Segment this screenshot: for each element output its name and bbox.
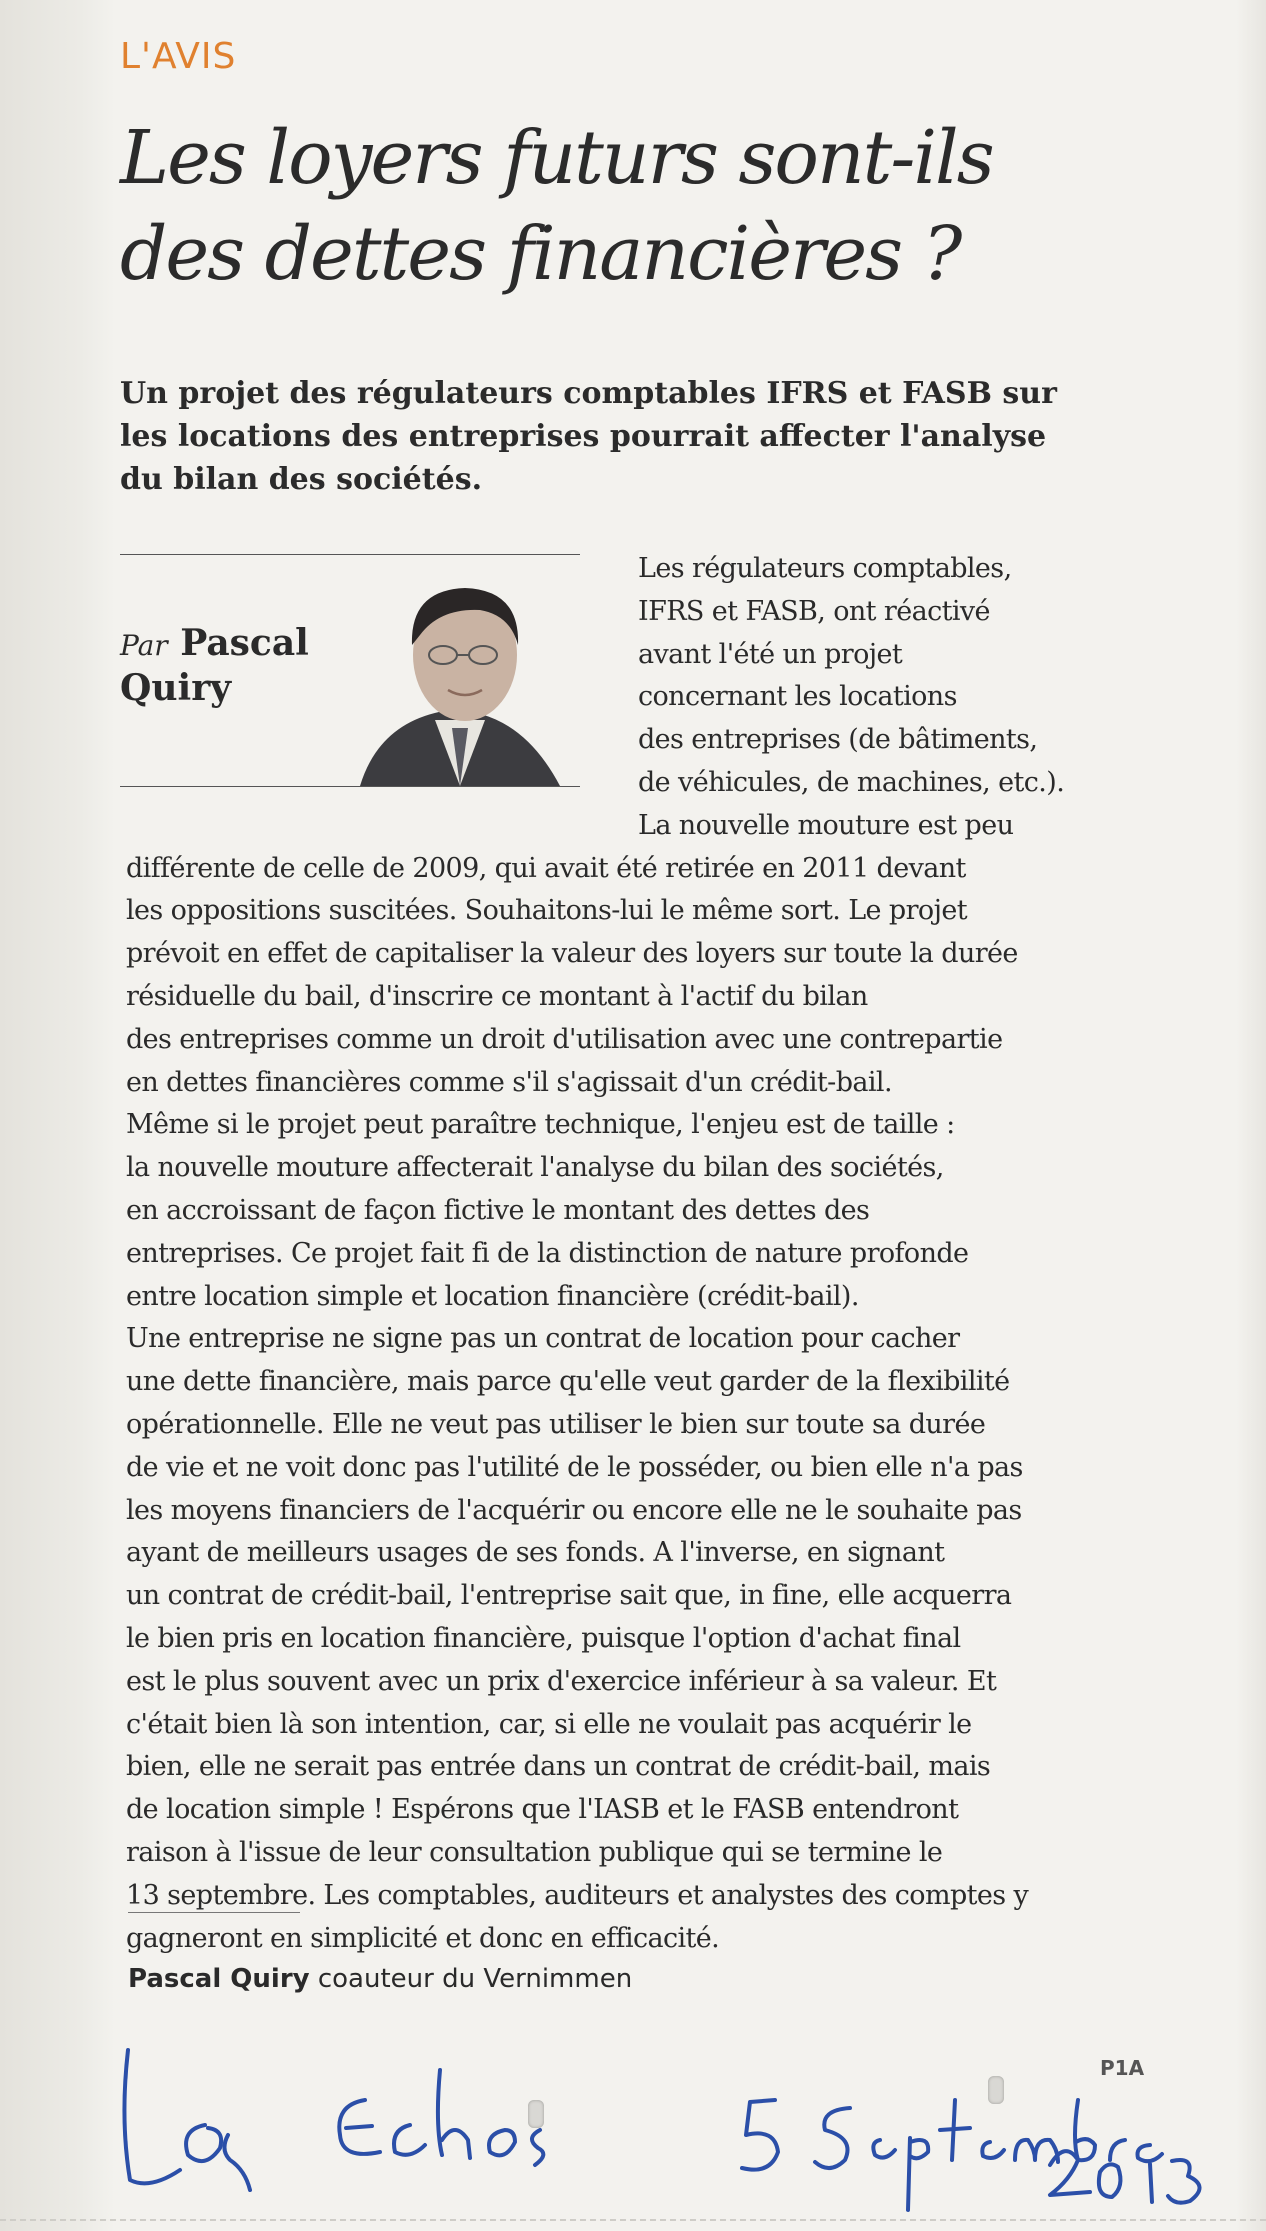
article-body-line: prévoit en effet de capitaliser la valeur des loyers sur toute la durée bbox=[126, 938, 1018, 970]
article-body-line: IFRS et FASB, ont réactivé bbox=[638, 595, 990, 627]
article-body-line: la nouvelle mouture affecterait l'analyse du bilan des sociétés, bbox=[126, 1152, 944, 1184]
article-body-line: La nouvelle mouture est peu bbox=[638, 809, 1014, 841]
article-body-line: gagneront en simplicité et donc en efficacité. bbox=[126, 1922, 720, 1954]
article-body-line: en dettes financières comme s'il s'agissait d'un crédit-bail. bbox=[126, 1066, 892, 1098]
signature-rule bbox=[128, 1912, 300, 1913]
signature-name: Pascal Quiry bbox=[128, 1964, 310, 1994]
article-body-line: les oppositions suscitées. Souhaitons-lui le même sort. Le projet bbox=[126, 895, 967, 927]
article-body-line: en accroissant de façon fictive le montant des dettes des bbox=[126, 1195, 870, 1226]
author-signature bbox=[128, 1964, 632, 1994]
article-body-line: de vie et ne voit donc pas l'utilité de le posséder, ou bien elle n'a pas bbox=[126, 1451, 1023, 1483]
headline: Les loyers futurs sont-ils des dettes financières ? bbox=[120, 115, 993, 297]
article-body-line: c'était bien là son intention, car, si elle ne voulait pas acquérir le bbox=[126, 1708, 972, 1740]
article-body-line: une dette financière, mais parce qu'elle veut garder de la flexibilité bbox=[126, 1366, 1010, 1398]
byline-last-name: Quiry bbox=[120, 667, 232, 709]
article-body-line: de véhicules, de machines, etc.). bbox=[638, 767, 1065, 798]
byline-rule-top bbox=[120, 554, 580, 555]
article-body-line: entre location simple et location financière (crédit-bail). bbox=[126, 1280, 859, 1312]
article-body-line: concernant les locations bbox=[638, 681, 957, 713]
byline bbox=[120, 622, 320, 709]
byline-rule-bottom bbox=[120, 786, 580, 787]
article-body-line: ayant de meilleurs usages de ses fonds. A l'inverse, en signant bbox=[126, 1537, 945, 1569]
byline-first-name: Pascal bbox=[180, 622, 309, 664]
article-body-line: différente de celle de 2009, qui avait été retirée en 2011 devant bbox=[126, 852, 966, 884]
article-body-line: Les régulateurs comptables, bbox=[638, 553, 1012, 584]
article-body-line: est le plus souvent avec un prix d'exercice inférieur à sa valeur. Et bbox=[126, 1665, 997, 1697]
article-body-line: Même si le projet peut paraître technique, l'enjeu est de taille : bbox=[126, 1109, 955, 1141]
byline-prefix: Par bbox=[120, 629, 168, 662]
article-body-line: Une entreprise ne signe pas un contrat de location pour cacher bbox=[126, 1323, 960, 1355]
left-margin-bleed bbox=[0, 0, 115, 2231]
article-body-line: de location simple ! Espérons que l'IASB et le FASB entendront bbox=[126, 1794, 959, 1826]
section-kicker: L'AVIS bbox=[120, 36, 237, 77]
article-body-line: raison à l'issue de leur consultation publique qui se termine le bbox=[126, 1837, 943, 1868]
article-body-line: des entreprises (de bâtiments, bbox=[638, 724, 1038, 756]
article-body-line: avant l'été un projet bbox=[638, 638, 903, 670]
staple-mark bbox=[988, 2076, 1004, 2104]
perforated-bottom-edge bbox=[0, 2219, 1266, 2231]
author-portrait bbox=[340, 560, 580, 786]
article-body-line: les moyens financiers de l'acquérir ou encore elle ne le souhaite pas bbox=[126, 1494, 1022, 1526]
signature-role: coauteur du Vernimmen bbox=[317, 1964, 633, 1994]
article-body-line: des entreprises comme un droit d'utilisation avec une contrepartie bbox=[126, 1023, 1003, 1055]
article-body-line: opérationnelle. Elle ne veut pas utiliser le bien sur toute sa durée bbox=[126, 1409, 986, 1440]
article-body-line: un contrat de crédit-bail, l'entreprise sait que, in fine, elle acquerra bbox=[126, 1580, 1012, 1612]
right-edge bbox=[1236, 0, 1266, 2231]
staple-mark bbox=[528, 2100, 544, 2128]
article-body-line: le bien pris en location financière, puisque l'option d'achat final bbox=[126, 1623, 961, 1654]
article-body-line: résiduelle du bail, d'inscrire ce montant à l'actif du bilan bbox=[126, 981, 868, 1012]
page-code: P1A bbox=[1100, 2056, 1145, 2080]
article-body-line: 13 septembre. Les comptables, auditeurs et analystes des comptes y bbox=[126, 1879, 1029, 1911]
article-body-line: entreprises. Ce projet fait fi de la distinction de nature profonde bbox=[126, 1237, 969, 1269]
article-body-line: bien, elle ne serait pas entrée dans un contrat de crédit-bail, mais bbox=[126, 1751, 991, 1783]
lede: Un projet des régulateurs comptables IFRS et FASB sur les locations des entreprises pourrait affecter l'analyse du bilan des sociétés. bbox=[120, 376, 1057, 497]
